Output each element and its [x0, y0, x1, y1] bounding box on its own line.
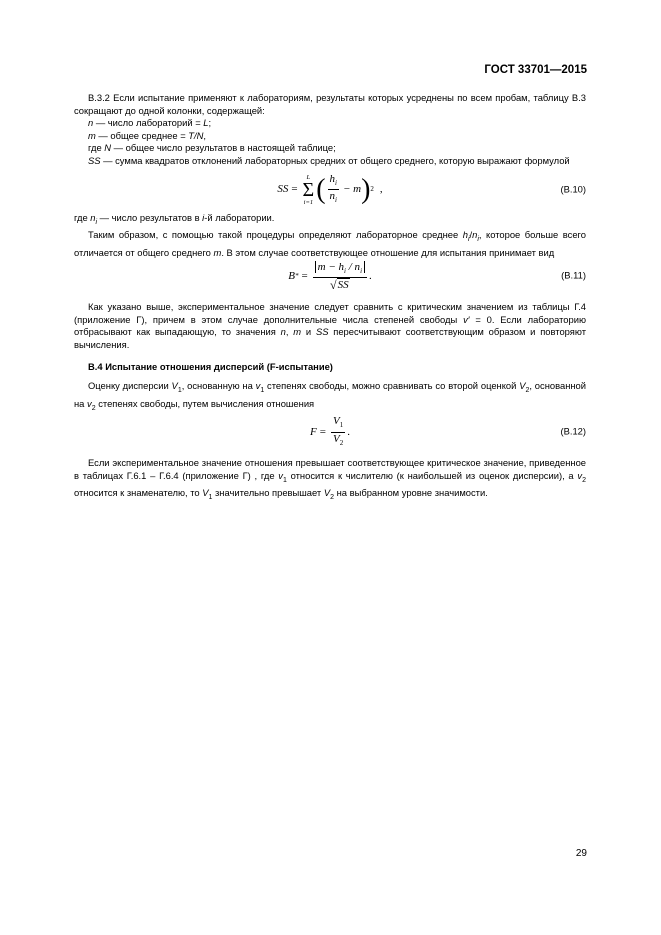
subscript: 1	[177, 386, 182, 394]
var: m	[293, 326, 302, 338]
formula-eq: =	[291, 183, 298, 196]
text: . В этом случае соответствующее отношение для испытания принимает вид	[221, 246, 555, 258]
var: v	[577, 469, 583, 481]
text: где	[88, 142, 105, 154]
paragraph-critical-value	[74, 301, 586, 351]
formula-lhs: SS	[277, 183, 289, 196]
var: i	[202, 211, 205, 223]
formula-b10	[74, 168, 586, 212]
subscript: 1	[339, 421, 344, 430]
subscript: 2	[330, 493, 334, 501]
text: m − h	[317, 260, 345, 273]
text: степенях свободы, можно сравнивать со второй оценкой	[264, 380, 520, 392]
document-body	[74, 92, 586, 505]
text: — общее число результатов в настоящей таблице;	[111, 142, 336, 154]
sum-symbol	[303, 174, 315, 206]
text: /	[469, 229, 473, 241]
subscript: 1	[260, 386, 265, 394]
radical-sign: √	[330, 277, 337, 292]
spacer	[74, 293, 586, 301]
var: v	[87, 397, 92, 409]
text: относится к числителю (к наибольшей из оценок дисперсии), а	[286, 469, 578, 481]
radicand: SS	[337, 278, 349, 291]
subscript: 2	[91, 404, 96, 412]
fraction-denominator	[331, 433, 345, 449]
text: -й лаборатории.	[204, 211, 275, 223]
text: — число лабораторий =	[93, 117, 204, 129]
fraction	[313, 261, 367, 292]
equation-number-b10: (B.10)	[560, 183, 586, 195]
var: v	[255, 380, 261, 392]
formula-lhs: F	[310, 425, 317, 438]
text: , которое больше всего отличается от общего среднего	[74, 229, 586, 258]
text: = 0. Если лабораторию отбрасывают как выпадающую, то значения	[74, 313, 586, 338]
absolute-value	[315, 261, 365, 273]
subscript: i	[477, 235, 479, 243]
paragraph-conclusion	[74, 457, 586, 505]
page-number: 29	[575, 848, 587, 859]
text: — общее среднее =	[95, 129, 189, 141]
var: n	[280, 326, 286, 338]
var: n	[329, 190, 336, 203]
text: , основанной на	[74, 380, 586, 409]
definition-n	[74, 117, 586, 130]
text: , основанную на	[181, 380, 256, 392]
subscript: i	[467, 235, 470, 243]
formula-minus-m: − m	[342, 183, 362, 196]
paragraph-b32-intro: B.3.2 Если испытание применяют к лабораториям, результаты которых усреднены по всем пробам, таблицу B.3 сокращают до одной колонки, содержащей:	[74, 92, 586, 116]
subscript: 2	[525, 386, 530, 394]
formula-b12	[74, 415, 586, 449]
var: V	[202, 487, 209, 499]
paragraph-where-ni	[74, 212, 586, 229]
fraction-numerator	[328, 173, 339, 190]
fraction-denominator	[328, 190, 339, 206]
subscript: i	[95, 218, 98, 226]
text: на выбранном уровне значимости.	[334, 487, 488, 499]
subscript: 2	[582, 476, 586, 484]
var: V	[323, 487, 331, 499]
sigma: Σ	[302, 178, 315, 201]
text: ;	[208, 117, 212, 129]
fraction	[331, 415, 345, 448]
text: / n	[346, 260, 361, 273]
document-header: ГОСТ 33701—2015	[484, 64, 587, 76]
sum-lower-limit: i=1	[303, 198, 314, 206]
formula-b11-row	[74, 259, 586, 293]
definition-SS	[74, 155, 586, 168]
var: T/N	[188, 129, 204, 141]
paren-open: (	[316, 173, 326, 205]
text: — число результатов в	[97, 211, 203, 223]
var: V	[332, 415, 340, 428]
formula-trail: .	[369, 269, 372, 282]
formula-trail: .	[347, 425, 350, 438]
superscript: *	[294, 271, 299, 280]
var: h	[462, 229, 468, 241]
var: h	[329, 172, 336, 185]
formula-eq: =	[319, 425, 326, 438]
paragraph-procedure	[74, 229, 586, 259]
text: ,	[285, 326, 294, 338]
subscript: 2	[339, 438, 344, 447]
text: где	[74, 211, 91, 223]
formula-b11	[74, 259, 586, 293]
sum-upper-limit: L	[306, 173, 311, 181]
var: v′	[463, 313, 470, 325]
formula-b10-row	[74, 168, 586, 212]
var: V	[332, 432, 340, 445]
text: Таким образом, с помощью такой процедуры определяют лабораторное среднее	[88, 229, 463, 241]
var: n	[90, 211, 96, 223]
var: v	[278, 469, 283, 481]
text: — сумма квадратов отклонений лабораторных средних от общего среднего, которую выражают формулой	[100, 154, 570, 166]
text: Если экспериментальное значение отношения превышает соответствующее критическое значение, приведенное в таблицах Г.6.1 – Г.6.4 (приложение Г) , где	[74, 457, 586, 481]
definition-N	[74, 142, 586, 155]
spacer	[74, 449, 586, 457]
subscript: 1	[282, 476, 287, 484]
fraction-denominator	[328, 278, 352, 292]
formula-trail: ,	[379, 183, 383, 196]
fraction-numerator	[313, 261, 367, 278]
text: Как указано выше, экспериментальное значение следует сравнить с критическим значением из таблицы Г.4 (приложение Г), причем в этом случае дополнительные числа степеней свободы	[74, 301, 586, 325]
formula-lhs: B	[288, 269, 295, 282]
formula-eq: =	[301, 269, 308, 282]
equation-number-b11: (B.11)	[561, 269, 586, 281]
var: V	[519, 380, 526, 392]
text: ,	[203, 129, 207, 141]
subscript: i	[360, 266, 363, 275]
paren-close: )	[361, 173, 371, 205]
text: относится к знаменателю, то	[74, 487, 203, 499]
text: пересчитывают соответствующим образом и повторяют вычисления.	[74, 326, 586, 350]
var: SS	[88, 154, 101, 166]
var: V	[171, 380, 178, 392]
square-root	[330, 278, 350, 291]
text: значительно превышает	[212, 487, 324, 499]
var: n	[472, 229, 478, 241]
var: m	[88, 129, 96, 141]
text: и	[301, 326, 316, 338]
subscript: 1	[208, 493, 213, 501]
var: SS	[315, 326, 329, 338]
text: Оценку дисперсии	[88, 380, 172, 392]
definition-m	[74, 130, 586, 143]
subscript: i	[335, 196, 337, 205]
var: L	[203, 117, 209, 129]
section-title-b4: B.4 Испытание отношения дисперсий (F-испытание)	[88, 361, 333, 373]
exponent: 2	[370, 185, 374, 194]
formula-b12-row	[74, 415, 586, 449]
fraction	[328, 173, 339, 206]
equation-number-b12: (B.12)	[560, 425, 586, 437]
var: N	[104, 142, 112, 154]
text: степенях свободы, путем вычисления отношения	[95, 397, 315, 409]
subscript: i	[344, 266, 346, 275]
subscript: i	[335, 179, 337, 188]
var: m	[213, 246, 222, 258]
var: n	[88, 117, 94, 129]
fraction-numerator	[331, 415, 345, 432]
paragraph-b4-intro	[74, 380, 586, 415]
